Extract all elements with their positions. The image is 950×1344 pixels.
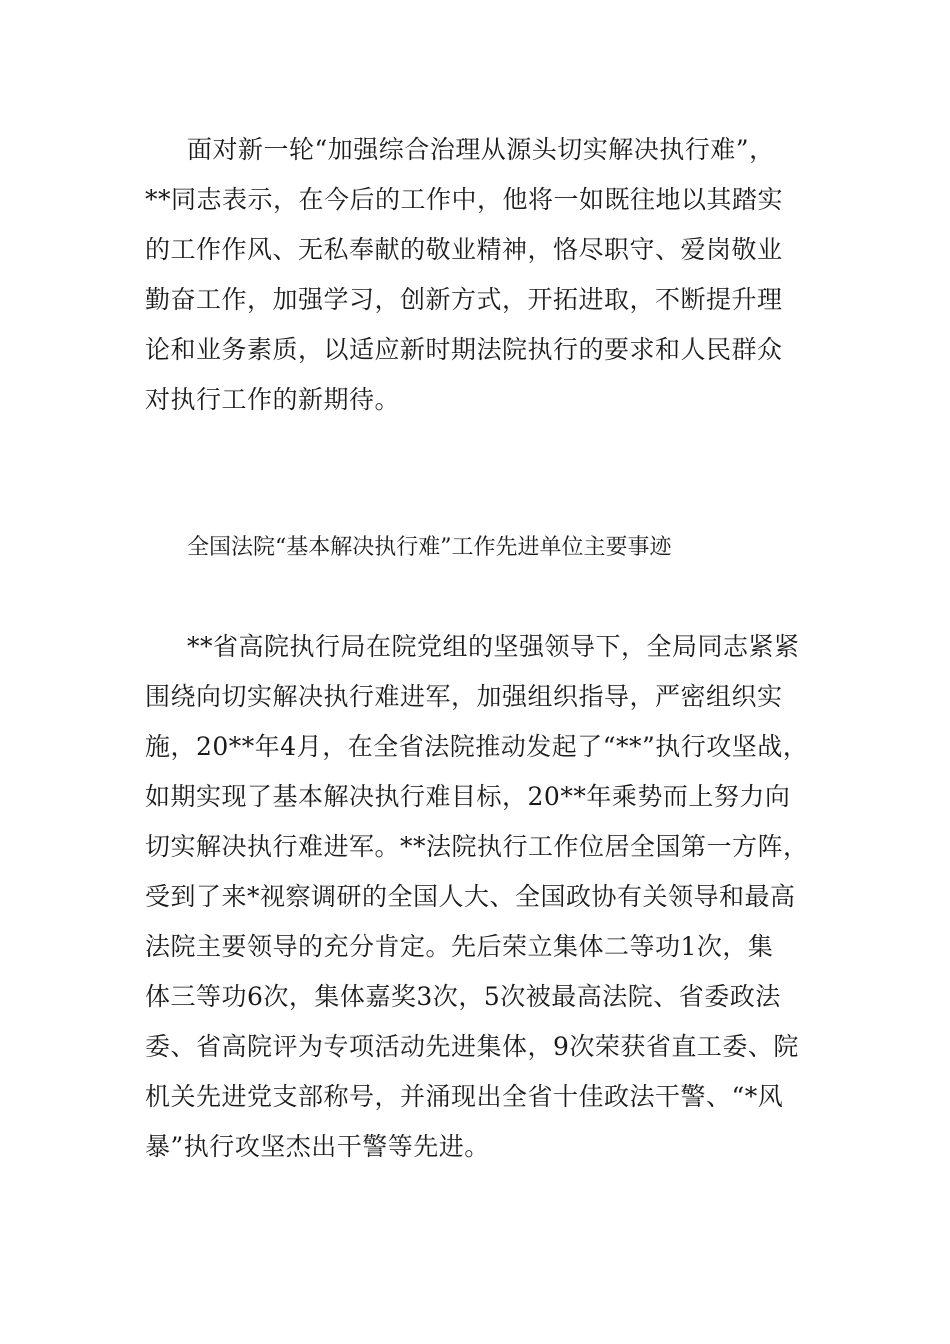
paragraph-1-line: 的工作作风、无私奉献的敬业精神，恪尽职守、爱岗敬业 bbox=[145, 235, 783, 264]
paragraph-2-line: **省高院执行局在院党组的坚强领导下，全局同志紧紧 bbox=[187, 632, 800, 661]
paragraph-2-line: 围绕向切实解决执行难进军，加强组织指导，严密组织实 bbox=[145, 682, 783, 711]
section-title: 全国法院“基本解决执行难”工作先进单位主要事迹 bbox=[187, 535, 672, 560]
paragraph-2-line: 切实解决执行难进军。**法院执行工作位居全国第一方阵， bbox=[145, 832, 809, 861]
paragraph-2-line: 机关先进党支部称号，并涌现出全省十佳政法干警、“*风 bbox=[145, 1082, 784, 1111]
paragraph-2-line: 委、省高院评为专项活动先进集体，9次荣获省直工委、院 bbox=[145, 1032, 799, 1061]
paragraph-1-line: 勤奋工作，加强学习，创新方式，开拓进取，不断提升理 bbox=[145, 285, 783, 314]
paragraph-2-line: 暴”执行攻坚杰出干警等先进。 bbox=[145, 1132, 490, 1161]
paragraph-2-line: 体三等功6次，集体嘉奖3次，5次被最高法院、省委政法 bbox=[145, 982, 781, 1011]
paragraph-1-line: 面对新一轮“加强综合治理从源头切实解决执行难”， bbox=[187, 135, 775, 164]
paragraph-1-line: 论和业务素质，以适应新时期法院执行的要求和人民群众 bbox=[145, 335, 783, 364]
paragraph-2-line: 受到了来*视察调研的全国人大、全国政协有关领导和最高 bbox=[145, 882, 796, 911]
paragraph-1-line: **同志表示，在今后的工作中，他将一如既往地以其踏实 bbox=[145, 185, 784, 214]
paragraph-2-line: 如期实现了基本解决执行难目标，20**年乘势而上努力向 bbox=[145, 782, 791, 811]
paragraph-2-line: 法院主要领导的充分肯定。先后荣立集体二等功1次，集 bbox=[145, 932, 774, 961]
paragraph-2-line: 施，20**年4月，在全省法院推动发起了“**”执行攻坚战， bbox=[145, 732, 809, 761]
paragraph-1-line: 对执行工作的新期待。 bbox=[145, 385, 401, 414]
